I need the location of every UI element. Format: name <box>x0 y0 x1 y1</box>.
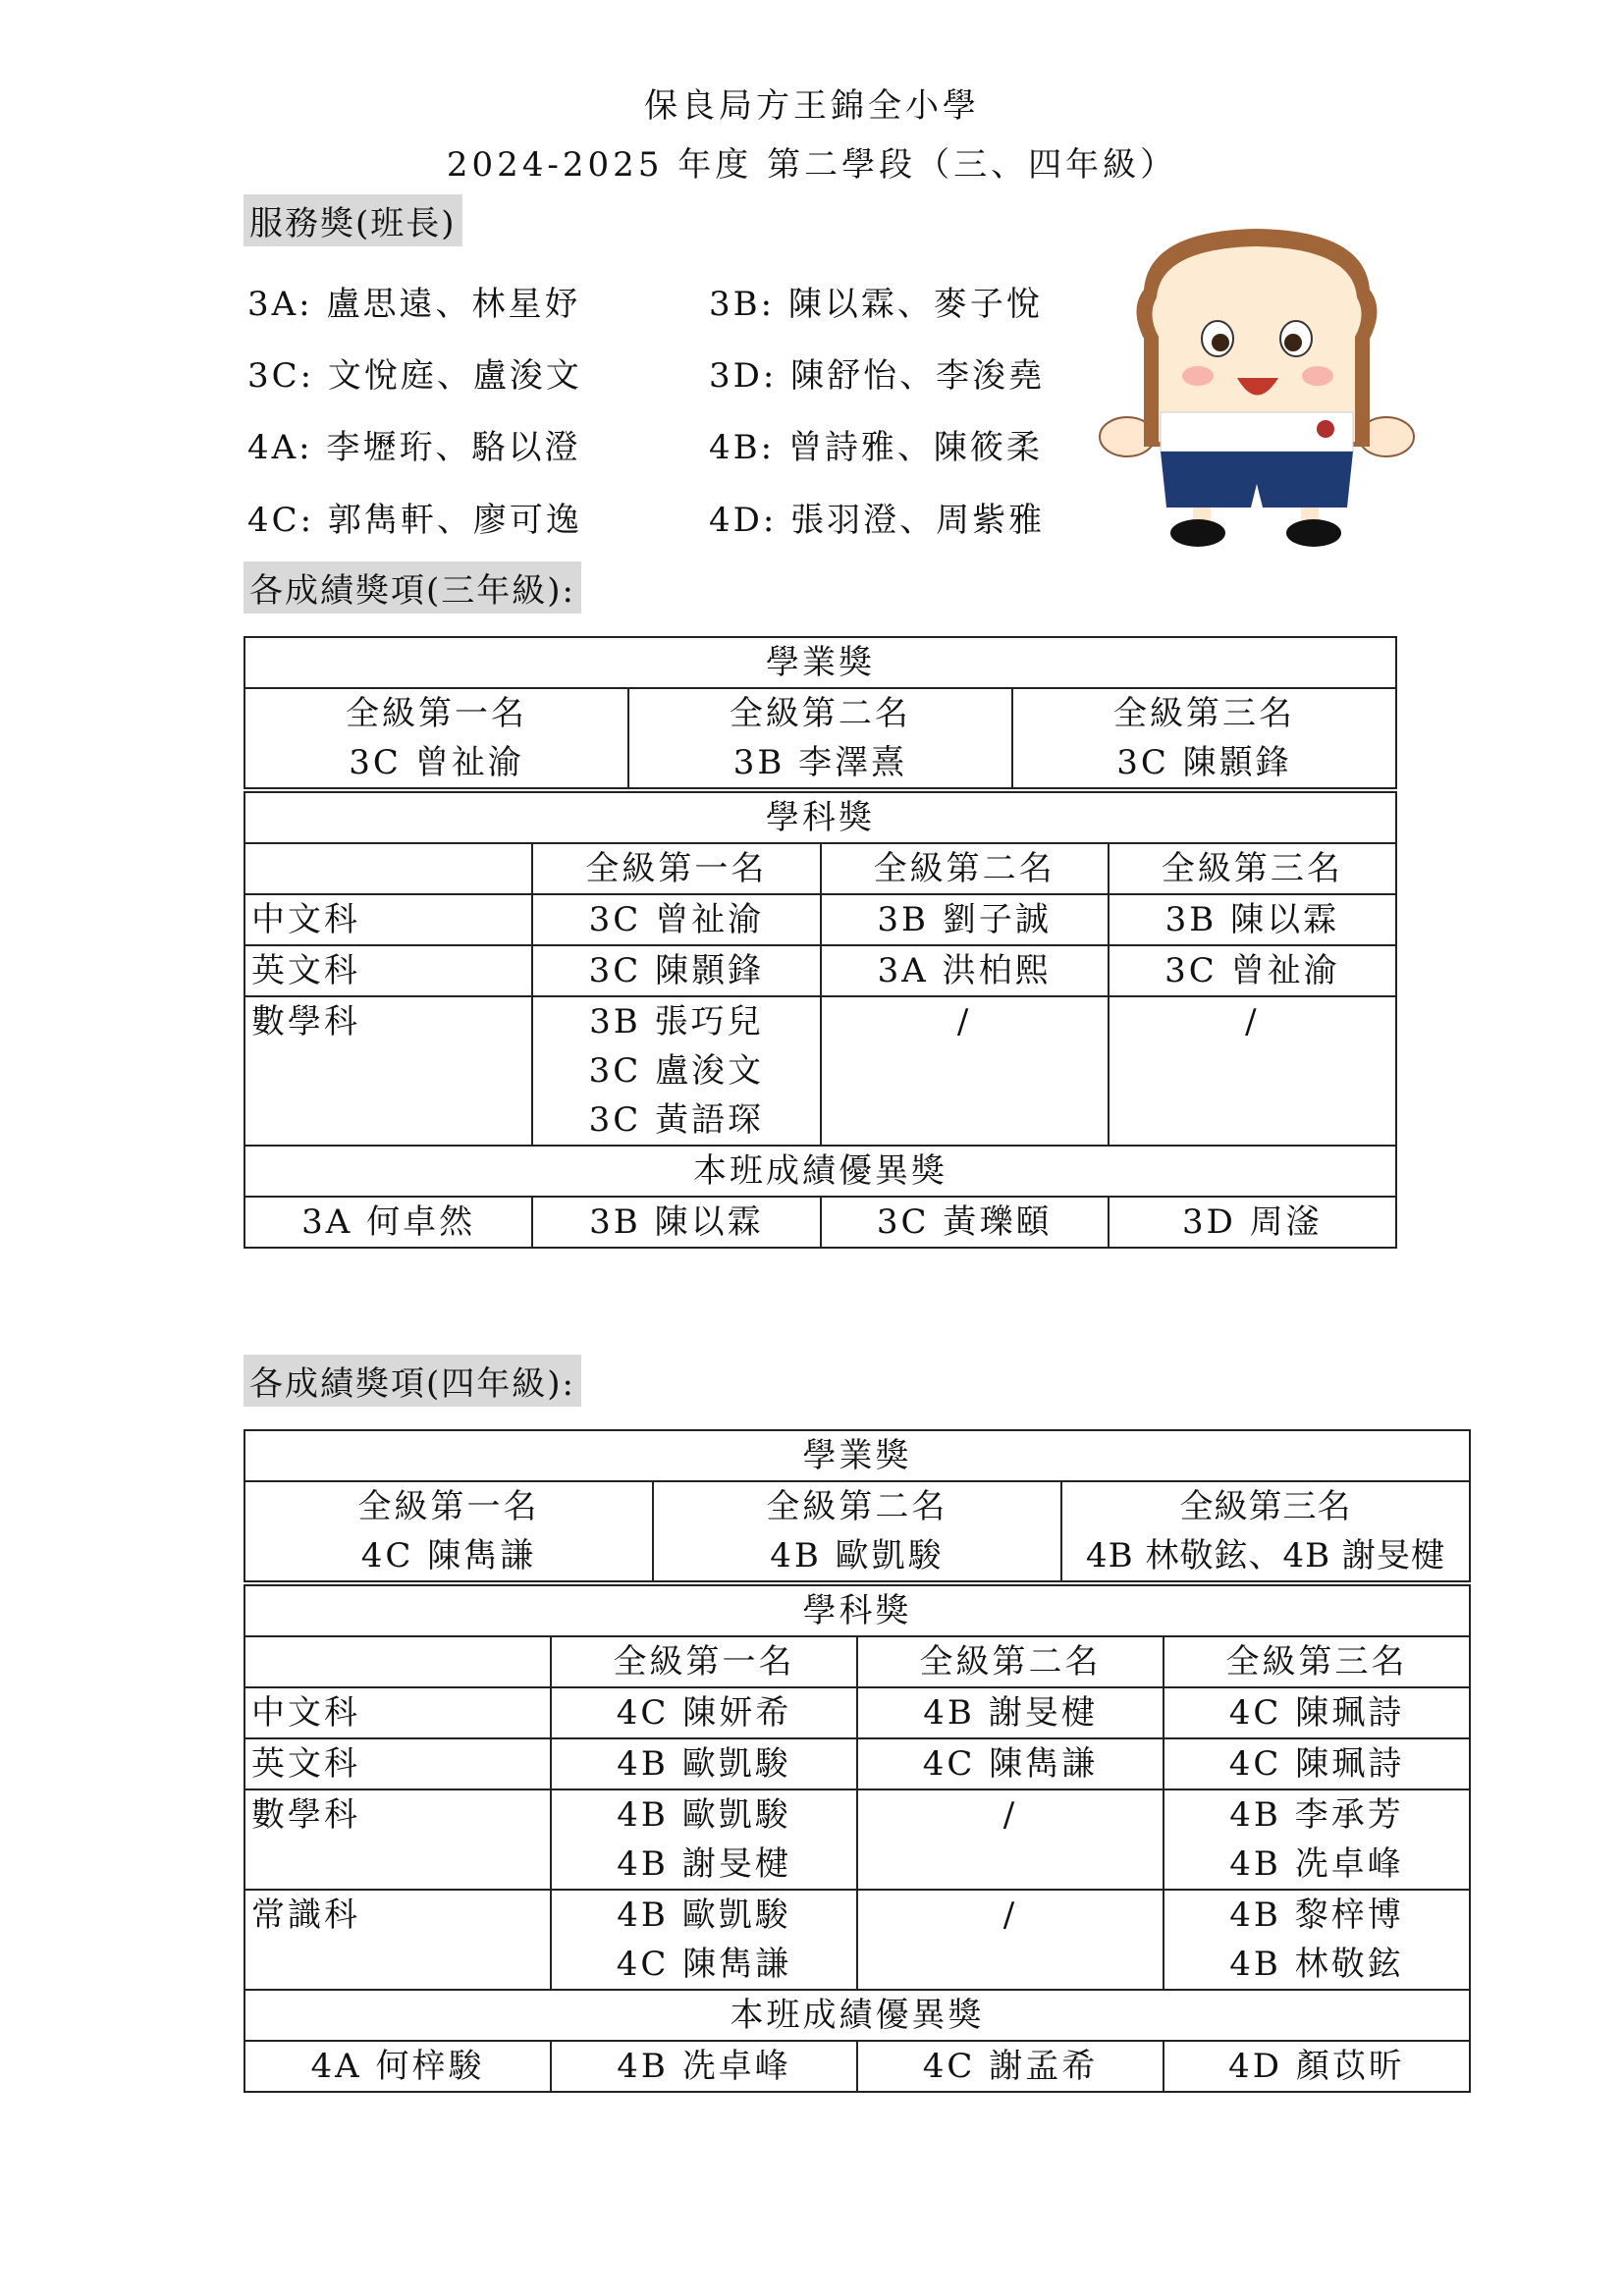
subject-second: / <box>821 996 1109 1146</box>
subject-third: 4B 黎梓博 4B 林敬鉉 <box>1164 1890 1470 1990</box>
p3-class-award: 3B 陳以霖 <box>532 1197 820 1248</box>
p4-subject-table <box>244 1584 1471 2093</box>
p3-subject-table <box>244 791 1397 1249</box>
subject-first: 4B 歐凱駿 4B 謝旻楗 <box>551 1789 857 1890</box>
p3-subject-header-blank <box>244 843 532 894</box>
subject-first: 4C 陳妍希 <box>551 1687 857 1738</box>
p3-awards-heading: 各成績獎項(三年級): <box>244 561 581 614</box>
p4-class-award-title: 本班成績優異獎 <box>244 1990 1470 2041</box>
p3-subject-header-first: 全級第一名 <box>532 843 820 894</box>
service-class-4c: 4C: 郭雋軒、廖可逸 <box>247 501 582 540</box>
table-row <box>244 1687 1470 1738</box>
table-row <box>244 1789 1470 1890</box>
p3-academic-table <box>244 636 1397 789</box>
p4-academic-first-cell: 全級第一名 4C 陳雋謙 <box>244 1481 653 1581</box>
service-class-3d: 3D: 陳舒怡、李浚堯 <box>709 356 1046 396</box>
subject-second: 3A 洪柏熙 <box>821 945 1109 996</box>
p4-academic-title: 學業獎 <box>244 1430 1470 1481</box>
service-class-4a: 4A: 李壢珩、駱以澄 <box>247 428 581 467</box>
p3-academic-second-cell: 全級第二名 3B 李澤熹 <box>628 688 1012 788</box>
service-class-4d: 4D: 張羽澄、周紫雅 <box>709 501 1046 540</box>
subject-first: 4B 歐凱駿 <box>551 1738 857 1789</box>
p3-class-award: 3A 何卓然 <box>244 1197 532 1248</box>
p4-academic-second-cell: 全級第二名 4B 歐凱駿 <box>653 1481 1061 1581</box>
table-row <box>244 945 1396 996</box>
service-award-heading: 服務獎(班長) <box>244 194 462 246</box>
p4-class-award: 4B 冼卓峰 <box>551 2041 857 2092</box>
p4-subject-header-third: 全級第三名 <box>1164 1636 1470 1687</box>
subject-name: 英文科 <box>244 945 532 996</box>
subject-first: 3B 張巧兒 3C 盧浚文 3C 黃語琛 <box>532 996 820 1146</box>
subject-third: / <box>1109 996 1396 1146</box>
subject-second: 3B 劉子誠 <box>821 894 1109 945</box>
subject-third: 4C 陳珮詩 <box>1164 1687 1470 1738</box>
subject-second: / <box>857 1890 1164 1990</box>
p3-class-award-title: 本班成績優異獎 <box>244 1146 1396 1197</box>
table-row <box>244 1890 1470 1990</box>
p4-subject-header-blank <box>244 1636 551 1687</box>
subject-third: 4C 陳珮詩 <box>1164 1738 1470 1789</box>
p4-subject-title: 學科獎 <box>244 1585 1470 1636</box>
p4-awards-heading: 各成績獎項(四年級): <box>244 1355 581 1407</box>
term-title: 2024-2025 年度 第二學段（三、四年級） <box>446 145 1178 185</box>
p4-academic-table <box>244 1429 1471 1582</box>
subject-name: 數學科 <box>244 996 532 1146</box>
subject-third: 4B 李承芳 4B 冼卓峰 <box>1164 1789 1470 1890</box>
subject-third: 3C 曾祉渝 <box>1109 945 1396 996</box>
p4-class-award: 4A 何梓駿 <box>244 2041 551 2092</box>
subject-first: 3C 曾祉渝 <box>532 894 820 945</box>
p4-academic-third-cell: 全級第三名 4B 林敬鉉、4B 謝旻楗 <box>1061 1481 1470 1581</box>
table-row <box>244 894 1396 945</box>
subject-third: 3B 陳以霖 <box>1109 894 1396 945</box>
p3-class-award: 3D 周滏 <box>1109 1197 1396 1248</box>
subject-name: 數學科 <box>244 1789 551 1890</box>
subject-second: 4B 謝旻楗 <box>857 1687 1164 1738</box>
subject-name: 中文科 <box>244 1687 551 1738</box>
subject-first: 4B 歐凱駿 4C 陳雋謙 <box>551 1890 857 1990</box>
p3-subject-header-second: 全級第二名 <box>821 843 1109 894</box>
p3-class-award: 3C 黃瓅頤 <box>821 1197 1109 1248</box>
p4-subject-header-second: 全級第二名 <box>857 1636 1164 1687</box>
p4-class-award: 4D 顏苡昕 <box>1164 2041 1470 2092</box>
p4-class-award: 4C 謝孟希 <box>857 2041 1164 2092</box>
mascot-illustration <box>1090 221 1424 555</box>
p3-academic-first-cell: 全級第一名 3C 曾祉渝 <box>244 688 628 788</box>
service-class-3a: 3A: 盧思遠、林星妤 <box>247 285 581 324</box>
service-class-3c: 3C: 文悅庭、盧浚文 <box>247 356 582 396</box>
p3-academic-title: 學業獎 <box>244 637 1396 688</box>
service-class-3b: 3B: 陳以霖、麥子悅 <box>709 285 1043 324</box>
subject-name: 常識科 <box>244 1890 551 1990</box>
subject-first: 3C 陳顥鋒 <box>532 945 820 996</box>
subject-name: 中文科 <box>244 894 532 945</box>
subject-second: 4C 陳雋謙 <box>857 1738 1164 1789</box>
service-class-4b: 4B: 曾詩雅、陳筱柔 <box>709 428 1043 467</box>
table-row <box>244 1738 1470 1789</box>
p4-subject-header-first: 全級第一名 <box>551 1636 857 1687</box>
subject-second: / <box>857 1789 1164 1890</box>
p3-subject-title: 學科獎 <box>244 792 1396 843</box>
p3-academic-third-cell: 全級第三名 3C 陳顥鋒 <box>1012 688 1396 788</box>
school-name: 保良局方王錦全小學 <box>644 86 980 126</box>
table-row <box>244 996 1396 1146</box>
subject-name: 英文科 <box>244 1738 551 1789</box>
p3-subject-header-third: 全級第三名 <box>1109 843 1396 894</box>
